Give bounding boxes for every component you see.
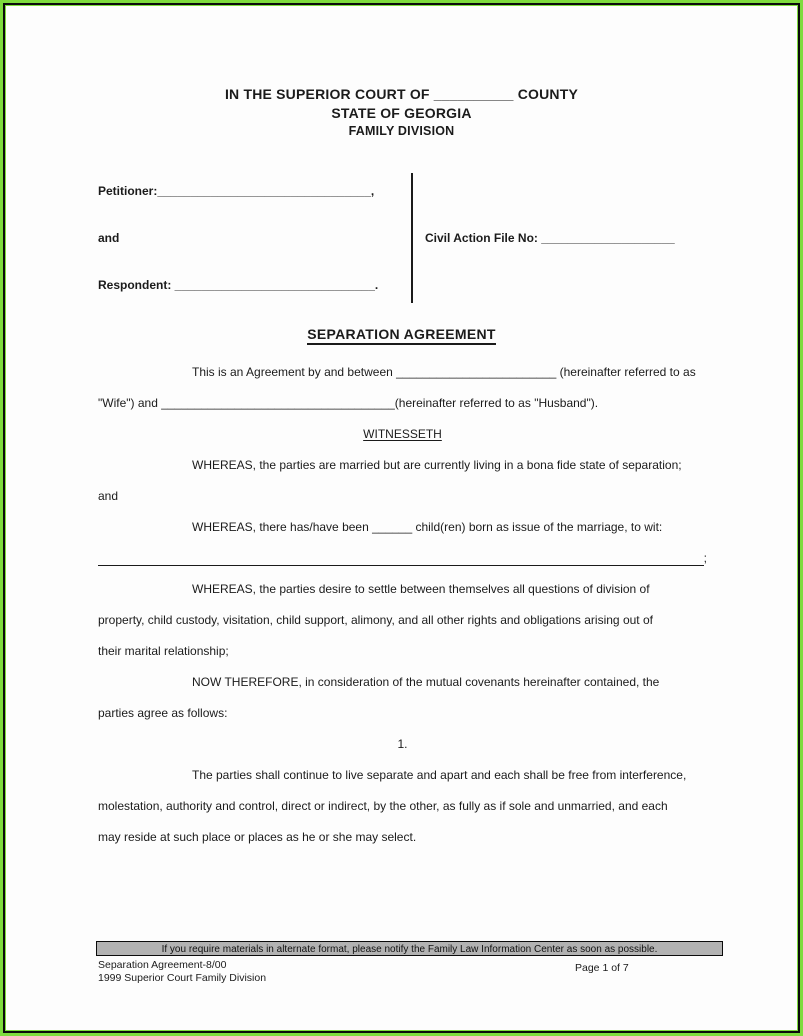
- body-line-and: and: [98, 489, 119, 503]
- body-line-agreement-intro-1: This is an Agreement by and between ________________________ (hereinafter referred to as: [192, 365, 696, 379]
- court-header: [0, 84, 803, 140]
- body-line-section1-2: molestation, authority and control, direct or indirect, by the other, as fully as if sole and unmarried, and each: [98, 799, 668, 813]
- body-line-section1-3: may reside at such place or places as he or she may select.: [98, 830, 417, 844]
- body-line-whereas-settle-2: property, child custody, visitation, child support, alimony, and all other rights and obligations arising out of: [98, 613, 653, 627]
- section-number: 1.: [397, 737, 408, 751]
- petitioner-line: Petitioner:________________________________,: [98, 184, 375, 198]
- children-blank-rule: [98, 565, 704, 566]
- body-line-whereas-settle-1: WHEREAS, the parties desire to settle between themselves all questions of division of: [192, 582, 650, 596]
- body-line-whereas-children: WHEREAS, there has/have been ______ child(ren) born as issue of the marriage, to wit:: [192, 520, 663, 534]
- form-id-block: [98, 959, 266, 985]
- form-id: Separation Agreement-8/00: [98, 959, 227, 971]
- document-body: [98, 357, 707, 853]
- body-line-now-therefore-2: parties agree as follows:: [98, 706, 228, 720]
- body-line-whereas-separation: WHEREAS, the parties are married but are currently living in a bona fide state of separation;: [192, 458, 682, 472]
- state-line: STATE OF GEORGIA: [331, 105, 472, 121]
- court-name-line: IN THE SUPERIOR COURT OF __________ COUNTY: [224, 86, 579, 102]
- children-blank-line: [98, 543, 707, 574]
- respondent-line: Respondent: ______________________________.: [98, 278, 379, 292]
- body-line-agreement-intro-2: "Wife") and ___________________________________(hereinafter referred to as "Husband").: [98, 396, 599, 410]
- body-line-now-therefore-1: NOW THEREFORE, in consideration of the mutual covenants hereinafter contained, the: [192, 675, 660, 689]
- witnesseth-heading: WITNESSETH: [363, 427, 442, 441]
- page-indicator: Page 1 of 7: [575, 962, 629, 974]
- alternate-format-notice-banner: If you require materials in alternate format, please notify the Family Law Information Center as soon as possible.: [96, 941, 723, 956]
- document-title: [0, 326, 803, 342]
- division-line: FAMILY DIVISION: [348, 124, 455, 138]
- and-label: and: [98, 231, 120, 245]
- body-line-whereas-settle-3: their marital relationship;: [98, 644, 229, 658]
- caption-divider-line: [411, 173, 413, 303]
- civil-action-file-line: Civil Action File No: ____________________: [425, 231, 675, 245]
- body-line-section1-1: The parties shall continue to live separate and apart and each shall be free from interference,: [192, 768, 687, 782]
- document-title-text: SEPARATION AGREEMENT: [307, 326, 496, 345]
- children-blank-suffix: ;: [703, 551, 707, 565]
- form-source: 1999 Superior Court Family Division: [98, 972, 267, 984]
